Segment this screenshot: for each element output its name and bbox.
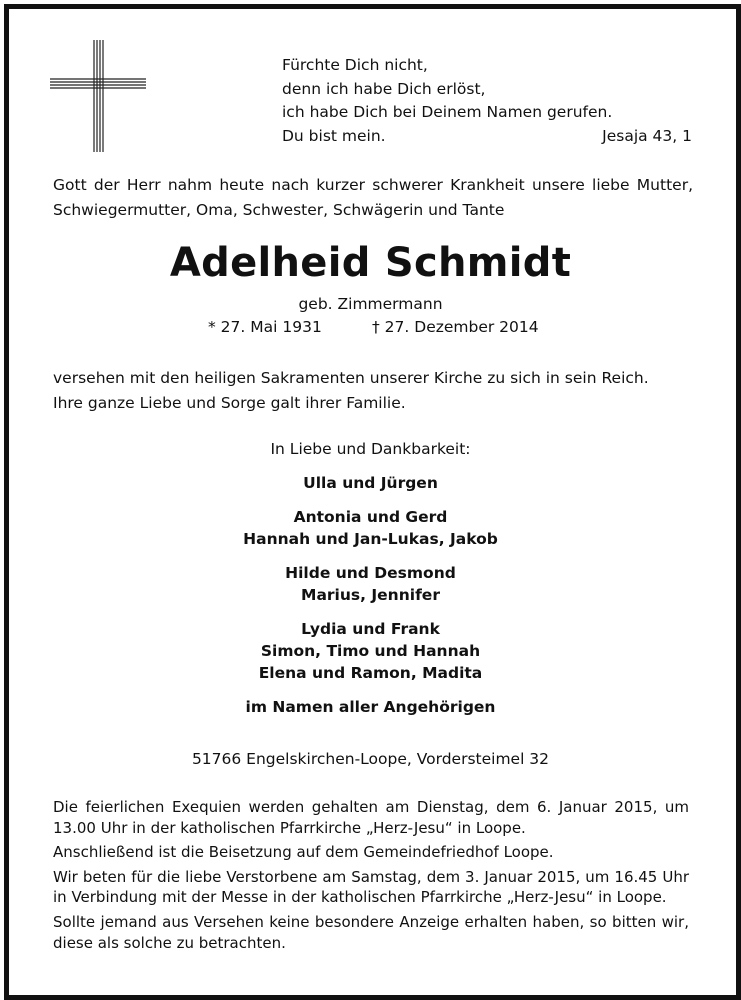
address: 51766 Engelskirchen-Loope, Vordersteimel 32 [191, 750, 550, 768]
sacraments-line: versehen mit den heiligen Sakramenten unserer Kirche zu sich in sein Reich. [53, 369, 649, 387]
mourner-line: Elena und Ramon, Madita [258, 664, 483, 682]
intro-line: Gott der Herr nahm heute nach kurzer schwerer Krankheit unsere liebe Mutter, [53, 176, 693, 194]
mourner-group [0, 472, 741, 494]
mourner-line: Hannah und Jan-Lukas, Jakob [243, 530, 498, 548]
sacraments-line: Ihre ganze Liebe und Sorge galt ihrer Familie. [53, 393, 406, 412]
deceased-name: Adelheid Schmidt [169, 240, 572, 286]
sacraments-text [53, 366, 693, 415]
mourner-line: Antonia und Gerd [293, 508, 448, 526]
verse-line: Du bist mein. [282, 126, 386, 145]
intro-text [53, 173, 693, 222]
mourners-heading: In Liebe und Dankbarkeit: [270, 440, 471, 458]
footer-paragraph: Sollte jemand aus Versehen keine besondere Anzeige erhalten haben, so bitten wir, diese als solche zu betrachten. [53, 912, 689, 952]
mourner-group [0, 562, 741, 606]
mourner-group [0, 696, 741, 718]
footer-paragraph: Die feierlichen Exequien werden gehalten am Dienstag, dem 6. Januar 2015, um 13.00 Uhr in der katholischen Pfarrkirche „Herz-Jesu“ in Loope. [53, 798, 689, 837]
mourner-group [0, 618, 741, 684]
footer-paragraph: Anschließend ist die Beisetzung auf dem Gemeindefriedhof Loope. [53, 843, 554, 862]
verse-line: denn ich habe Dich erlöst, [282, 79, 486, 98]
mourners-list [0, 472, 741, 730]
mourner-group [0, 506, 741, 550]
mourner-line: Hilde und Desmond [285, 564, 456, 582]
mourner-line: Ulla und Jürgen [303, 474, 438, 492]
service-details [53, 797, 689, 957]
mourner-line: Lydia und Frank [301, 620, 440, 638]
death-date: † 27. Dezember 2014 [372, 318, 539, 336]
verse-line: ich habe Dich bei Deinem Namen gerufen. [282, 103, 613, 121]
mourner-line: Marius, Jennifer [301, 586, 440, 604]
mourner-line: im Namen aller Angehörigen [245, 698, 496, 716]
bible-verse [282, 54, 692, 148]
verse-line: Fürchte Dich nicht, [282, 56, 428, 74]
verse-reference: Jesaja 43, 1 [602, 126, 692, 145]
footer-paragraph: Wir beten für die liebe Verstorbene am Samstag, dem 3. Januar 2015, um 16.45 Uhr in Verbindung mit der Messe in der katholischen Pfarrkirche „Herz-Jesu“ in Loope. [53, 867, 689, 907]
birth-date: * 27. Mai 1931 [208, 318, 322, 336]
cross-icon [50, 40, 146, 152]
intro-line: Schwiegermutter, Oma, Schwester, Schwägerin und Tante [53, 200, 505, 219]
mourner-line: Simon, Timo und Hannah [260, 642, 481, 660]
maiden-name: geb. Zimmermann [298, 295, 443, 313]
